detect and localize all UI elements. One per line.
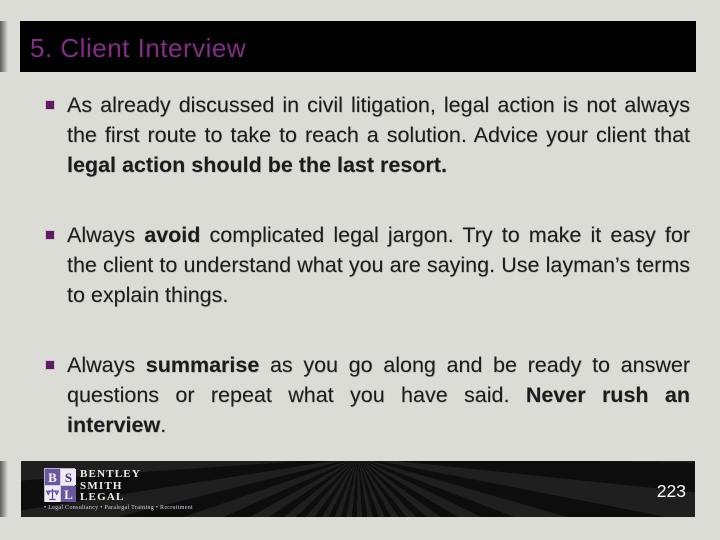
bullet-text: Always summarise as you go along and be ready to answer questions or repeat what you have said. Never rush an interview. <box>67 353 690 437</box>
bullet-list <box>46 90 690 480</box>
bullet-item <box>46 220 690 310</box>
brand-line-legal: LEGAL <box>80 491 125 503</box>
bullet-square-icon <box>46 231 54 239</box>
bullet-text: As already discussed in civil litigation, legal action is not always the first route to take to reach a solution. Advice your client that legal action should be the last resort. <box>67 93 690 177</box>
scales-of-justice-icon <box>45 486 60 502</box>
bullet-square-icon <box>46 361 54 369</box>
logo-letter-l: L <box>61 486 76 502</box>
page-number: 223 <box>656 481 686 501</box>
left-edge-smear-top <box>0 21 8 72</box>
logo-grid <box>44 468 75 502</box>
bullet-square-icon <box>46 101 54 109</box>
brand-line-smith: SMITH <box>80 479 123 492</box>
footer-bar <box>21 461 695 517</box>
brand-line-bentley: BENTLEY <box>80 468 141 480</box>
left-edge-smear-bottom <box>0 461 8 517</box>
bullet-item <box>46 90 690 180</box>
logo-letter-s: S <box>61 469 76 485</box>
logo-tagline: • Legal Consultancy • Paralegal Training • Recruitment <box>44 505 193 511</box>
bullet-item <box>46 350 690 440</box>
bullet-text: Always avoid complicated legal jargon. Try to make it easy for the client to understand what you are saying. Use layman’s terms to explain things. <box>67 223 691 307</box>
slide-title: 5. Client Interview <box>30 33 247 63</box>
brand-name <box>80 469 141 504</box>
bentley-smith-legal-logo <box>44 468 141 504</box>
title-bar <box>20 21 696 72</box>
logo-letter-b: B <box>45 469 60 485</box>
